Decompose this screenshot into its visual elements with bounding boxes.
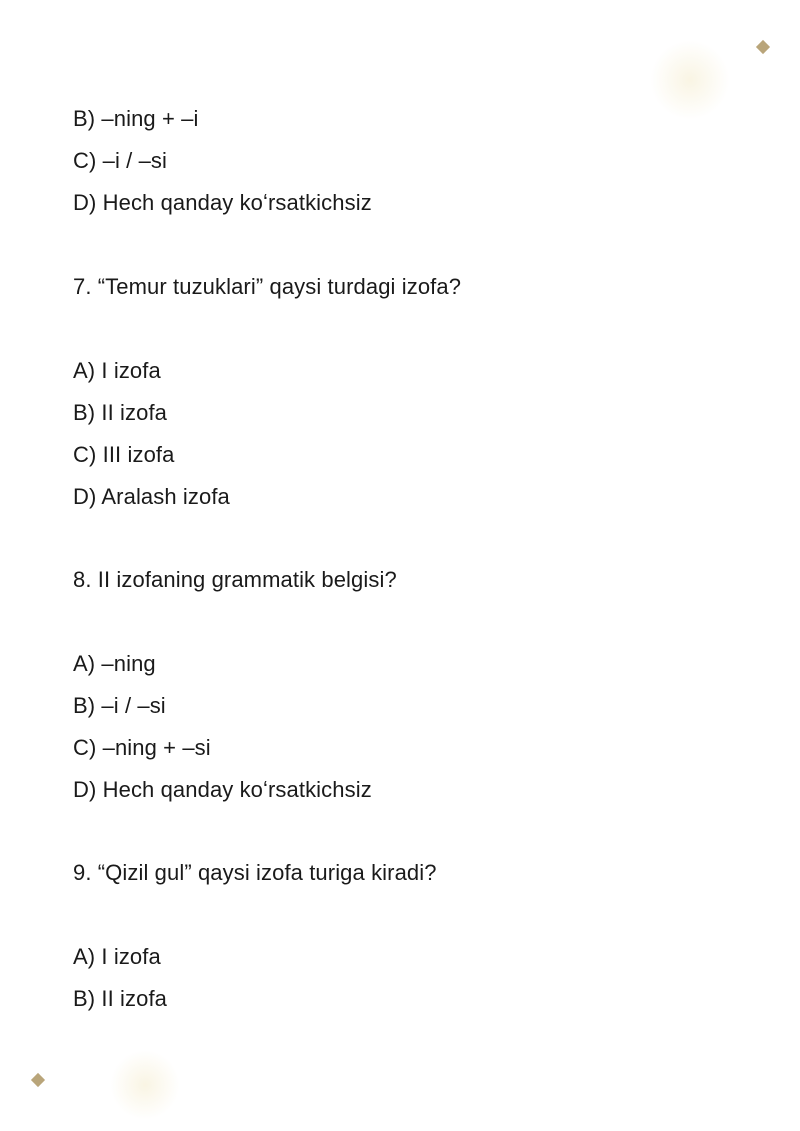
option-7a: A) I izofa [73, 358, 161, 383]
question-7: 7. “Temur tuzuklari” qaysi turdagi izofa? [73, 274, 462, 299]
option-9a: A) I izofa [73, 944, 161, 969]
option-7c: C) III izofa [73, 442, 175, 467]
option-8c: C) –ning + –si [73, 735, 211, 760]
decorative-glow [650, 40, 730, 120]
question-8: 8. II izofaning grammatik belgisi? [73, 567, 397, 592]
decorative-glow [110, 1050, 180, 1120]
option-9b: B) II izofa [73, 986, 168, 1011]
question-9: 9. “Qizil gul” qaysi izofa turiga kiradi? [73, 860, 437, 885]
option-7b: B) II izofa [73, 400, 168, 425]
diamond-ornament-icon [756, 40, 770, 54]
option-7d: D) Aralash izofa [73, 484, 230, 509]
option-6c: C) –i / –si [73, 148, 168, 173]
diamond-ornament-icon [31, 1073, 45, 1087]
option-8b: B) –i / –si [73, 693, 166, 718]
option-8a: A) –ning [73, 651, 156, 676]
option-8d: D) Hech qanday koʻrsatkichsiz [73, 777, 372, 802]
option-6b: B) –ning + –i [73, 106, 199, 131]
option-6d: D) Hech qanday koʻrsatkichsiz [73, 190, 372, 215]
